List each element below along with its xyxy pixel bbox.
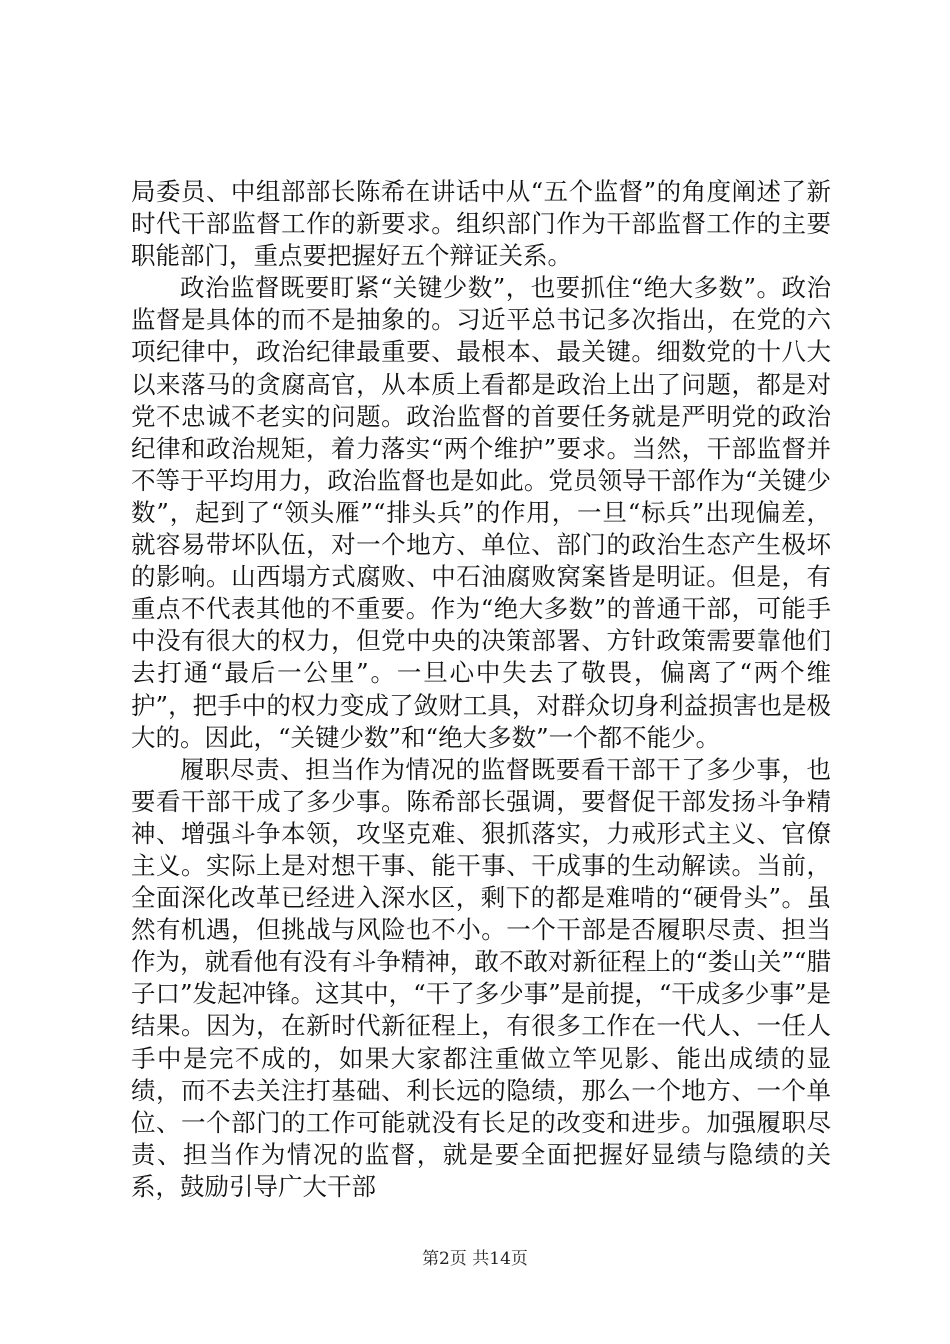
page-number-footer: 第2页 共14页: [422, 1249, 528, 1269]
paragraph-1: 局委员、中组部部长陈希在讲话中从“五个监督”的角度阐述了新时代干部监督工作的新要求。组织部门作为干部监督工作的主要职能部门，重点要把握好五个辩证关系。: [131, 177, 831, 271]
paragraph-2: 政治监督既要盯紧“关键少数”，也要抓住“绝大多数”。政治监督是具体的而不是抽象的。习近平总书记多次指出，在党的六项纪律中，政治纪律最重要、最根本、最关键。细数党的十八大以来落马的贪腐高官，从本质上看都是政治上出了问题，都是对党不忠诚不老实的问题。政治监督的首要任务就是严明党的政治纪律和政治规矩，着力落实“两个维护”要求。当然，干部监督并不等于平均用力，政治监督也是如此。党员领导干部作为“关键少数”，起到了“领头雁”“排头兵”的作用，一旦“标兵”出现偏差，就容易带坏队伍，对一个地方、单位、部门的政治生态产生极坏的影响。山西塌方式腐败、中石油腐败窝案皆是明证。但是，有重点不代表其他的不重要。作为“绝大多数”的普通干部，可能手中没有很大的权力，但党中央的决策部署、方针政策需要靠他们去打通“最后一公里”。一旦心中失去了敬畏，偏离了“两个维护”，把手中的权力变成了敛财工具，对群众切身利益损害也是极大的。因此，“关键少数”和“绝大多数”一个都不能少。: [131, 273, 831, 752]
document-body: [131, 176, 831, 1203]
paragraph-3: 履职尽责、担当作为情况的监督既要看干部干了多少事，也要看干部干成了多少事。陈希部长强调，要督促干部发扬斗争精神、增强斗争本领，攻坚克难、狠抓落实，力戒形式主义、官僚主义。实际上是对想干事、能干事、干成事的生动解读。当前，全面深化改革已经进入深水区，剩下的都是难啃的“硬骨头”。虽然有机遇，但挑战与风险也不小。一个干部是否履职尽责、担当作为，就看他有没有斗争精神，敢不敢对新征程上的“娄山关”“腊子口”发起冲锋。这其中，“干了多少事”是前提，“干成多少事”是结果。因为，在新时代新征程上，有很多工作在一代人、一任人手中是完不成的，如果大家都注重做立竿见影、能出成绩的显绩，而不去关注打基础、利长远的隐绩，那么一个地方、一个单位、一个部门的工作可能就没有长足的改变和进步。加强履职尽责、担当作为情况的监督，就是要全面把握好显绩与隐绩的关系，鼓励引导广大干部: [131, 754, 831, 1201]
